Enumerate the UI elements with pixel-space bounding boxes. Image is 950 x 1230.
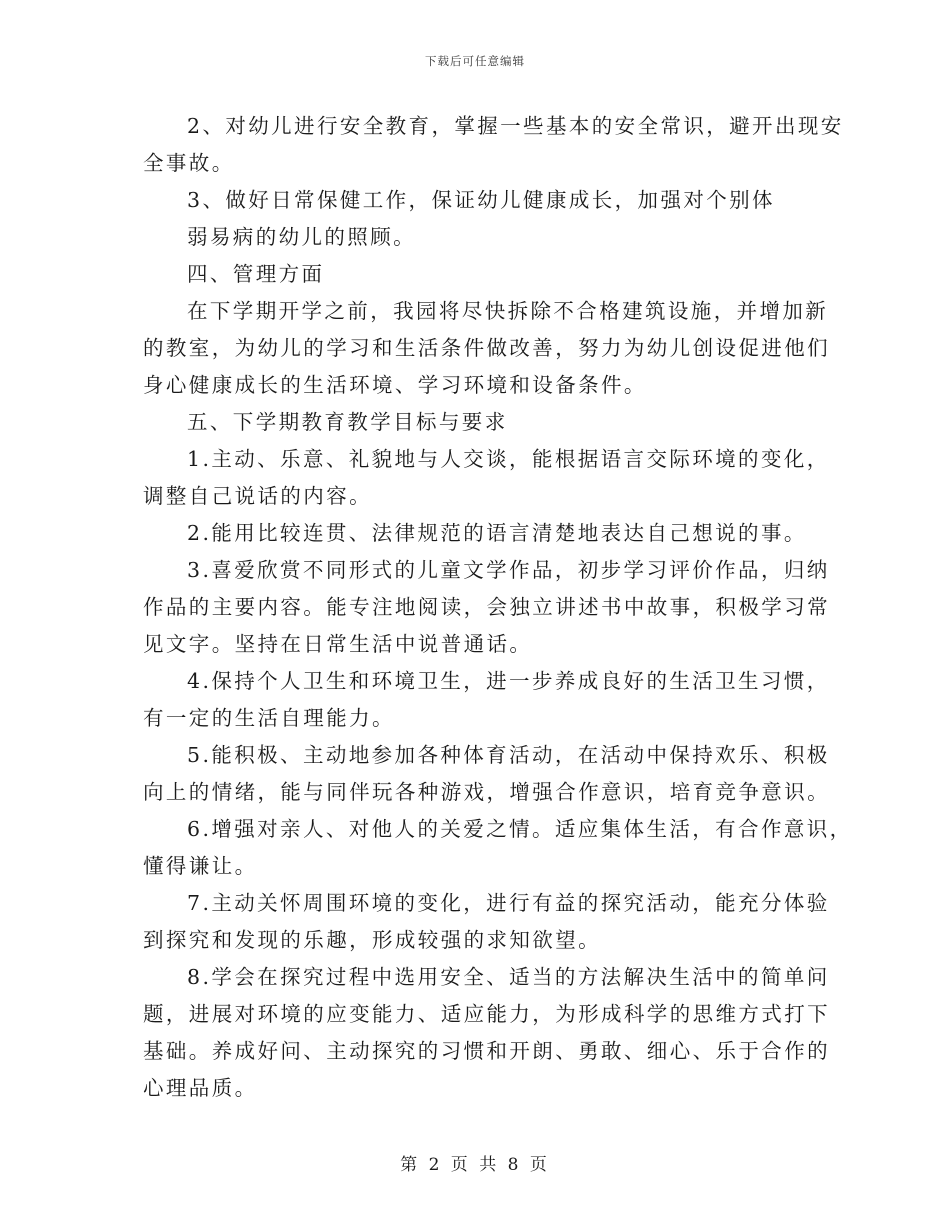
text-line: 作品的主要内容。能专注地阅读，会独立讲述书中故事，积极学习常 bbox=[143, 595, 830, 619]
text-line: 4.保持个人卫生和环境卫生，进一步养成良好的生活卫生习惯， bbox=[187, 669, 830, 693]
text-line: 6.增强对亲人、对他人的关爱之情。适应集体生活，有合作意识， bbox=[187, 817, 853, 841]
text-line: 四、管理方面 bbox=[187, 262, 325, 286]
text-line: 2、对幼儿进行安全教育，掌握一些基本的安全常识，避开出现安 bbox=[187, 114, 844, 138]
text-line: 2.能用比较连贯、法律规范的语言清楚地表达自己想说的事。 bbox=[187, 521, 807, 545]
text-line: 到探究和发现的乐趣，形成较强的求知欲望。 bbox=[143, 928, 601, 952]
text-line: 基础。养成好问、主动探究的习惯和开朗、勇敢、细心、乐于合作的 bbox=[143, 1039, 830, 1063]
text-line: 1.主动、乐意、礼貌地与人交谈，能根据语言交际环境的变化， bbox=[187, 447, 830, 471]
text-line: 向上的情绪，能与同伴玩各种游戏，增强合作意识，培育竞争意识。 bbox=[143, 780, 830, 804]
text-line: 调整自己说话的内容。 bbox=[143, 484, 372, 508]
page-footer: 第 2 页 共 8 页 bbox=[400, 1155, 550, 1175]
text-line: 弱易病的幼儿的照顾。 bbox=[187, 225, 416, 249]
text-line: 全事故。 bbox=[143, 151, 235, 175]
text-line: 心理品质。 bbox=[143, 1076, 258, 1100]
text-line: 见文字。坚持在日常生活中说普通话。 bbox=[143, 632, 533, 656]
text-line: 有一定的生活自理能力。 bbox=[143, 706, 395, 730]
text-line: 身心健康成长的生活环境、学习环境和设备条件。 bbox=[143, 373, 647, 397]
text-line: 懂得谦让。 bbox=[143, 854, 258, 878]
text-line: 五、下学期教育教学目标与要求 bbox=[187, 410, 508, 434]
text-line: 7.主动关怀周围环境的变化，进行有益的探究活动，能充分体验 bbox=[187, 891, 830, 915]
text-line: 3.喜爱欣赏不同形式的儿童文学作品，初步学习评价作品，归纳 bbox=[187, 558, 830, 582]
text-line: 题，进展对环境的应变能力、适应能力，为形成科学的思维方式打下 bbox=[143, 1002, 830, 1026]
text-line: 在下学期开学之前，我园将尽快拆除不合格建筑设施，并增加新 bbox=[187, 299, 829, 323]
text-line: 8.学会在探究过程中选用安全、适当的方法解决生活中的简单问 bbox=[187, 965, 830, 989]
text-line: 3、做好日常保健工作，保证幼儿健康成长，加强对个别体 bbox=[187, 188, 775, 212]
header-note: 下载后可任意编辑 bbox=[425, 54, 525, 68]
text-line: 5.能积极、主动地参加各种体育活动，在活动中保持欢乐、积极 bbox=[187, 743, 830, 767]
body-text bbox=[143, 108, 853, 1107]
text-line: 的教室，为幼儿的学习和生活条件做改善，努力为幼儿创设促进他们 bbox=[143, 336, 830, 360]
